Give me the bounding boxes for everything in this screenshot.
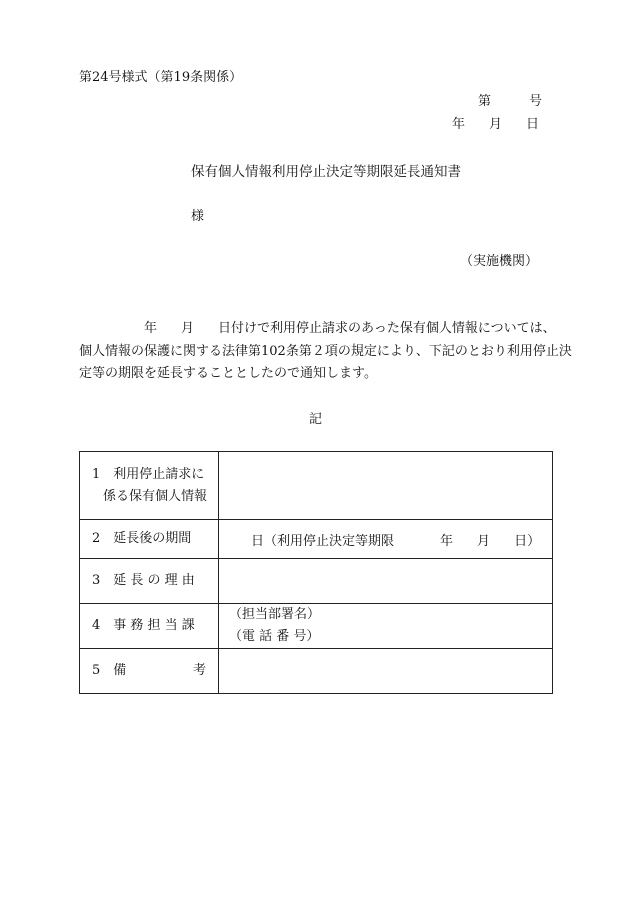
ki-heading: 記	[309, 412, 323, 427]
label-cell	[80, 520, 219, 559]
table-row	[80, 649, 553, 694]
addressee: 様	[191, 209, 205, 224]
body-line-1	[79, 318, 555, 341]
ext-month: 月	[477, 533, 491, 549]
phone-number: （電 話 番 号）	[229, 629, 320, 644]
issue-date-month: 月	[489, 117, 503, 132]
office-in-charge-value[interactable]	[219, 604, 553, 649]
label-cell	[80, 649, 219, 694]
row3-label: 3 延 長 の 理 由	[92, 573, 195, 588]
document-number-go: 号	[529, 94, 543, 109]
extended-period-value[interactable]	[219, 520, 553, 559]
details-table	[79, 451, 553, 694]
document-number-line	[478, 90, 542, 109]
table-row	[80, 520, 553, 559]
row1-label-a: 1 利用停止請求に	[92, 466, 205, 482]
body-line-3: 定等の期限を延長することとしたので通知します。	[79, 366, 377, 381]
body-month: 月	[181, 321, 195, 336]
body-line-2: 個人情報の保護に関する法律第102条第２項の規定により、下記のとおり利用停止決	[79, 343, 572, 359]
row5-label-b: 考	[192, 663, 206, 678]
document-title: 保有個人情報利用停止決定等期限延長通知書	[191, 164, 461, 180]
implementing-agency: （実施機関）	[460, 254, 539, 269]
issue-date-year: 年	[452, 117, 466, 132]
table-row	[80, 452, 553, 520]
ext-day: 日	[251, 533, 265, 549]
remarks-value[interactable]	[219, 649, 553, 694]
label-cell	[80, 559, 219, 604]
table-row	[80, 604, 553, 649]
notice-body	[79, 318, 572, 386]
row1-label-b: 係る保有個人情報	[103, 488, 208, 504]
dept-name: （担当部署名）	[229, 607, 321, 622]
row5-label-a: 5 備	[92, 663, 127, 678]
label-cell	[80, 604, 219, 649]
extended-period-text	[219, 530, 552, 549]
ext-paren: （利用停止決定等期限	[264, 533, 395, 549]
body-line-1-text: 日付けで利用停止請求のあった保有個人情報については、	[218, 321, 556, 336]
form-number: 第24号様式（第19条関係）	[79, 70, 243, 85]
extension-reason-value[interactable]	[219, 559, 553, 604]
document-number-dai: 第	[478, 94, 492, 109]
ext-year: 年	[440, 533, 454, 549]
table-row	[80, 559, 553, 604]
row2-label: 2 延長後の期間	[92, 531, 192, 546]
issue-date-line	[452, 113, 539, 132]
body-year: 年	[144, 321, 158, 336]
label-cell	[80, 452, 219, 520]
stop-request-info-value[interactable]	[219, 452, 553, 520]
row4-label: 4 事 務 担 当 課	[92, 618, 195, 633]
ext-end: 日）	[514, 533, 541, 549]
issue-date-day: 日	[526, 117, 540, 132]
